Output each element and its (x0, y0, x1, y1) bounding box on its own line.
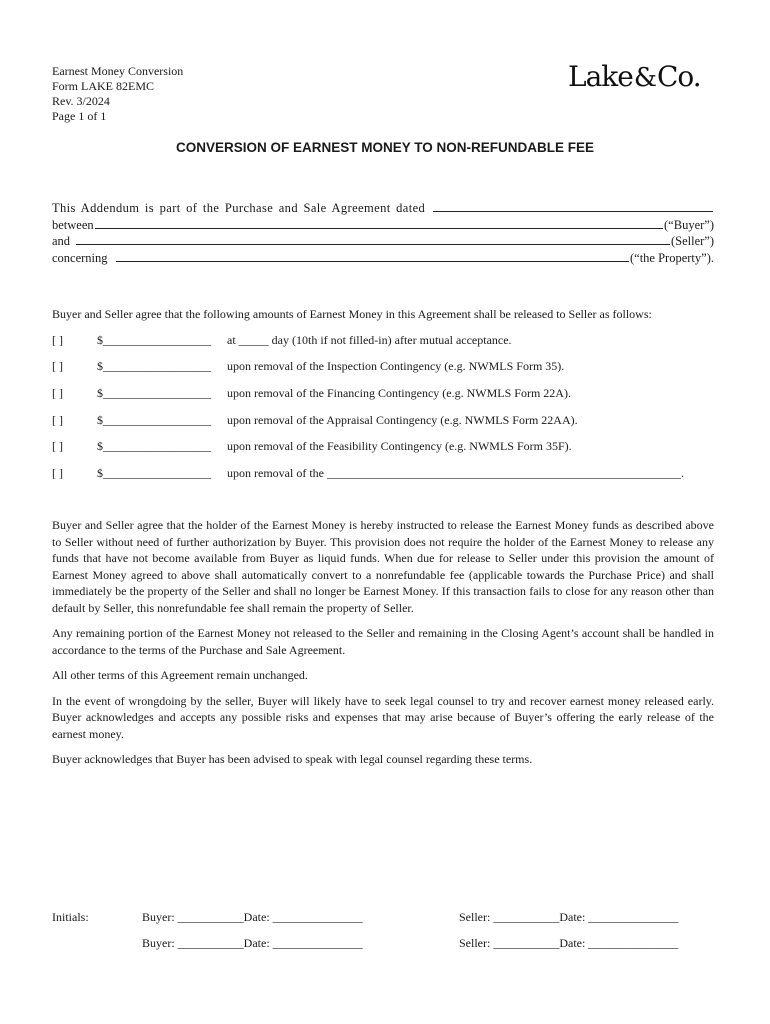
option-text: upon removal of the Financing Contingency (e.g. NWMLS Form 22A). (227, 386, 571, 400)
buyer-initials-line[interactable]: Buyer: ___________Date: _______________ (142, 910, 363, 924)
option-text: upon removal of the Appraisal Contingency (e.g. NWMLS Form 22AA). (227, 413, 578, 427)
form-name: Earnest Money Conversion (52, 64, 184, 78)
addendum-seller-line (52, 233, 714, 250)
option-text[interactable]: upon removal of the ___________________________________________________________. (227, 466, 684, 480)
legal-counsel-paragraph: Buyer acknowledges that Buyer has been advised to speak with legal counsel regarding these terms. (52, 752, 533, 766)
option-text: upon removal of the Feasibility Contingency (e.g. NWMLS Form 35F). (227, 439, 572, 453)
document-title: CONVERSION OF EARNEST MONEY TO NON-REFUNDABLE FEE (175, 140, 595, 155)
release-intro: Buyer and Seller agree that the following amounts of Earnest Money in this Agreement shall be released to Seller as follows: (52, 307, 652, 321)
form-header (52, 64, 183, 124)
form-revision: Rev. 3/2024 (52, 94, 110, 108)
addendum-buyer-line (52, 217, 714, 234)
buyer-name-field[interactable] (95, 217, 663, 229)
option-checkbox[interactable]: [ ] (52, 439, 63, 453)
concerning-label: concerning (52, 250, 108, 265)
option-checkbox[interactable]: [ ] (52, 359, 63, 373)
option-text: at _____ day (10th if not filled-in) after mutual acceptance. (227, 333, 512, 347)
page-number: Page 1 of 1 (52, 109, 107, 123)
and-label: and (52, 234, 71, 248)
remaining-funds-paragraph: Any remaining portion of the Earnest Money not released to the Seller and remaining in the Closing Agent’s account shall be handled in accordance to the terms of the Purchase and Sale Agreement. (52, 626, 714, 657)
option-checkbox[interactable]: [ ] (52, 333, 63, 347)
between-label: between (52, 217, 94, 232)
addendum-property-line (52, 250, 714, 267)
initials-label: Initials: (52, 910, 89, 924)
property-label: (“the Property”). (630, 250, 714, 265)
addendum-date-line (52, 200, 714, 217)
addendum-section (52, 200, 714, 266)
agreement-date-field[interactable] (433, 200, 713, 212)
wrongdoing-paragraph: In the event of wrongdoing by the seller, Buyer will likely have to seek legal counsel to try and recover earnest money released early. Buyer acknowledges and accepts any possible risks and expenses that may arise because of Buyer’s offering the early release of the earnest money. (52, 693, 714, 741)
option-checkbox[interactable]: [ ] (52, 413, 63, 427)
seller-initials-line[interactable]: Seller: ___________Date: _______________ (459, 910, 679, 924)
terms-body (52, 517, 714, 777)
option-amount[interactable]: $__________________ (97, 333, 211, 347)
option-text: upon removal of the Inspection Contingency (e.g. NWMLS Form 35). (227, 359, 565, 373)
option-checkbox[interactable]: [ ] (52, 466, 63, 480)
option-amount[interactable]: $__________________ (97, 386, 211, 400)
buyer-initials-line[interactable]: Buyer: ___________Date: _______________ (142, 936, 363, 950)
seller-initials-line[interactable]: Seller: ___________Date: _______________ (459, 936, 679, 950)
option-amount[interactable]: $__________________ (97, 466, 211, 480)
form-number: Form LAKE 82EMC (52, 79, 154, 93)
option-checkbox[interactable]: [ ] (52, 386, 63, 400)
brand-logo: Lake&Co. (568, 60, 701, 93)
option-amount[interactable]: $__________________ (97, 413, 211, 427)
seller-name-field[interactable] (76, 233, 670, 245)
buyer-label: (“Buyer”) (664, 217, 714, 232)
option-amount[interactable]: $__________________ (97, 359, 211, 373)
property-field[interactable] (116, 250, 629, 262)
unchanged-terms-paragraph: All other terms of this Agreement remain unchanged. (52, 668, 308, 682)
addendum-line1-text: This Addendum is part of the Purchase and Sale Agreement dated (52, 201, 426, 215)
release-instruction-paragraph: Buyer and Seller agree that the holder of the Earnest Money is hereby instructed to release the Earnest Money funds as described above to Seller without need of further authorization by Buyer. This provision does not require the holder of the Earnest Money to release any funds that have not become available from Buyer as liquid funds. When due for release to Seller under this provision the amount of Earnest Money agreed to above shall automatically convert to a nonrefundable fee (applicable towards the Purchase Price) and shall immediately be the property of the Seller and shall no longer be Earnest Money. If this transaction fails to close for any reason other than default by Seller, this nonrefundable fee shall remain the property of Seller. (52, 518, 714, 615)
seller-label: (Seller”) (670, 234, 714, 248)
option-amount[interactable]: $__________________ (97, 439, 211, 453)
